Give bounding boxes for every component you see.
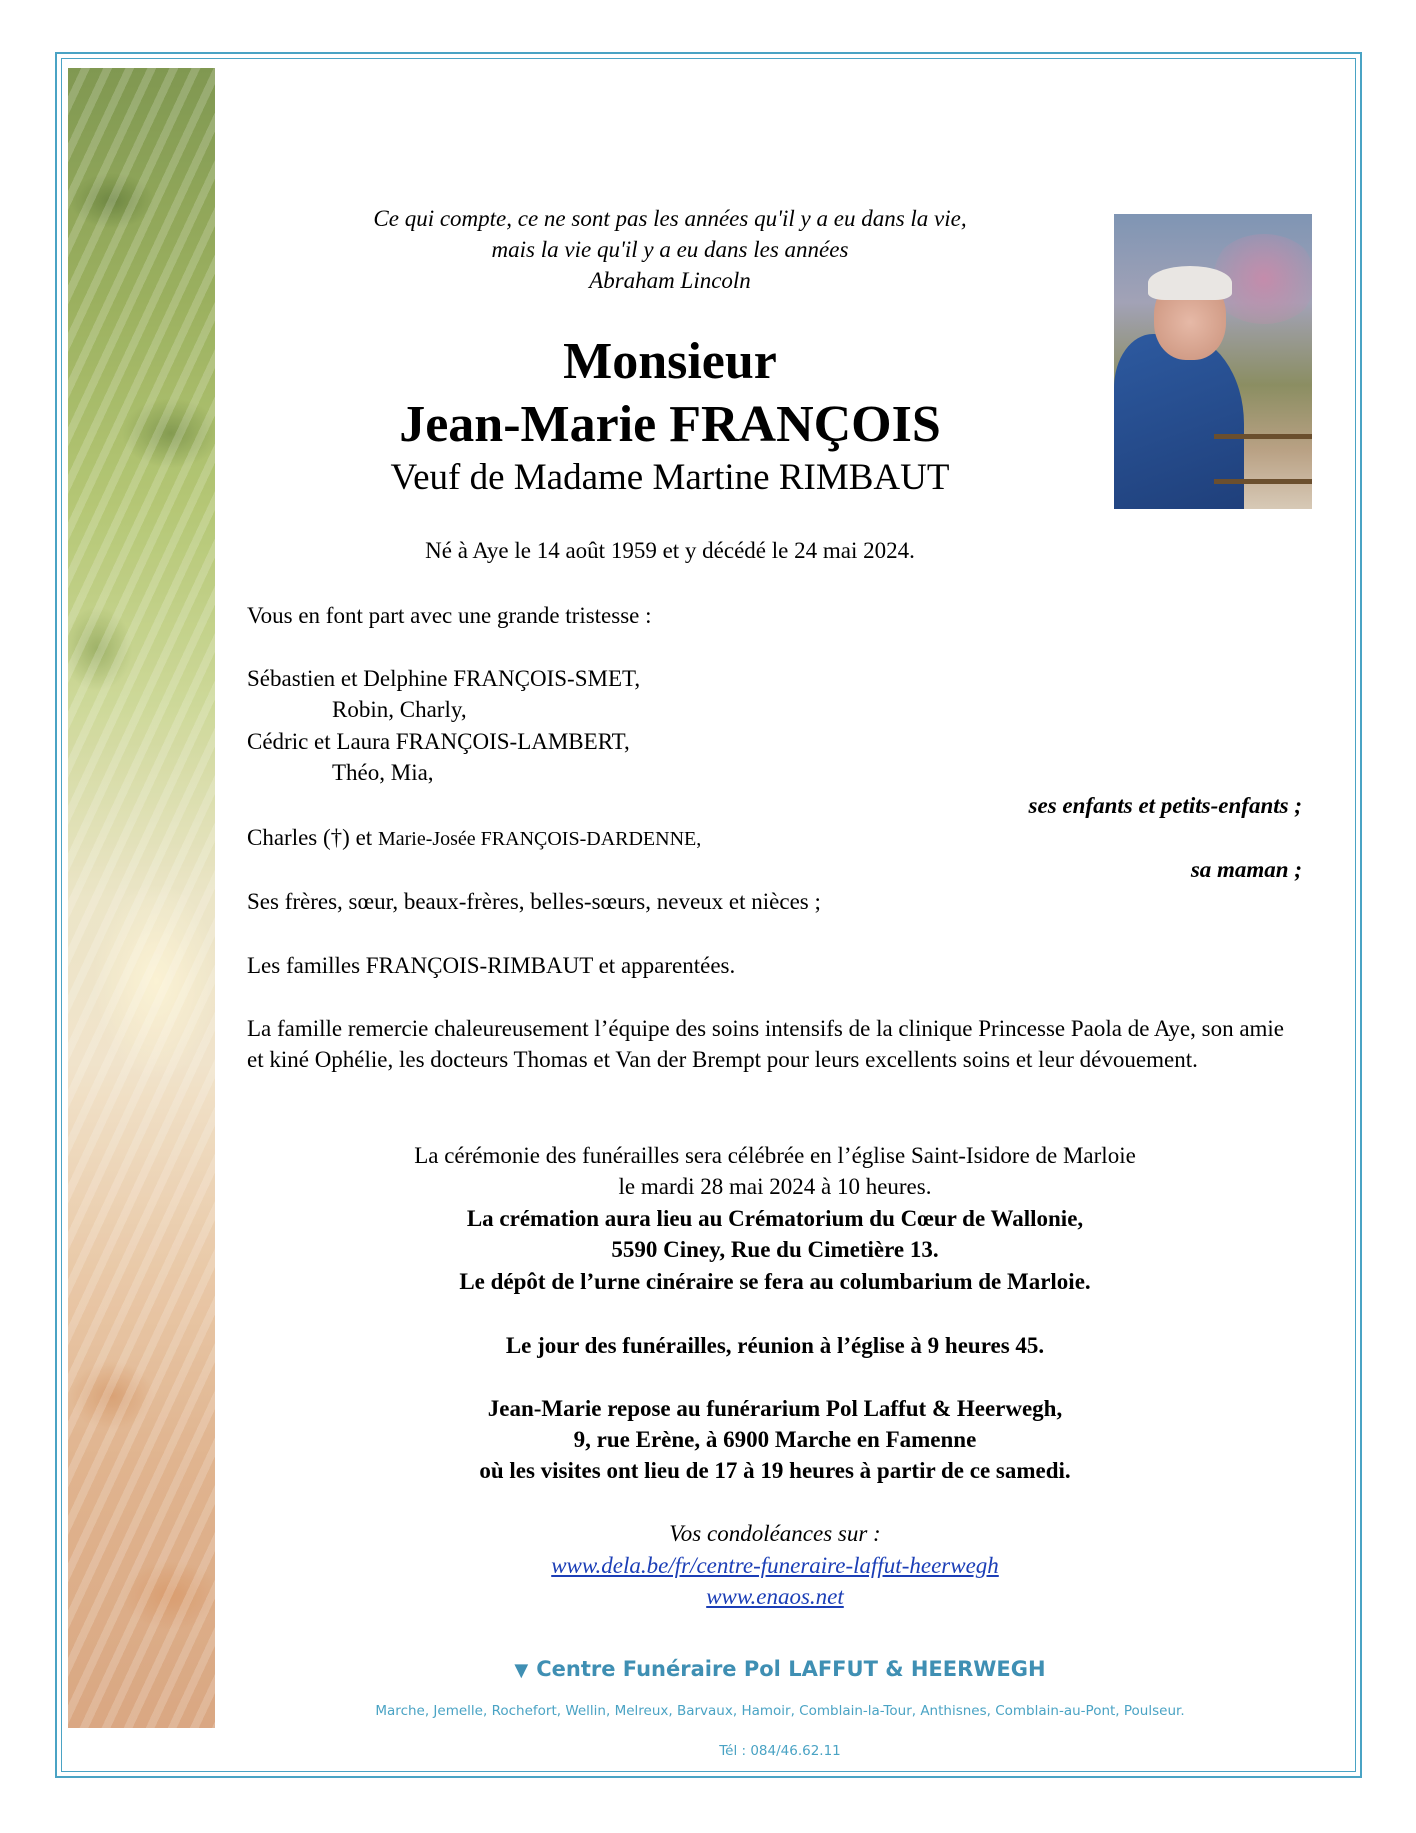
funeral-home-phone: Tél : 084/46.62.11 [719, 1743, 841, 1759]
rest-line-3: où les visites ont lieu de 17 à 19 heures à partir de ce samedi. [479, 1458, 1071, 1483]
meeting-line: Le jour des funérailles, réunion à l’église à 9 heures 45. [505, 1333, 1045, 1358]
children-label: ses enfants et petits-enfants ; [1028, 793, 1302, 818]
family-grandchildren-2: Théo, Mia, [332, 760, 434, 785]
family-grandchildren-1: Robin, Charly, [332, 697, 467, 722]
condolences-link-enaos[interactable]: www.enaos.net [706, 1584, 844, 1609]
funeral-home-title [255, 1657, 1305, 1681]
rest-line-1: Jean-Marie repose au funérarium Pol Laffut & Heerwegh, [487, 1396, 1063, 1421]
announcement-line: Vous en font part avec une grande tristesse : [247, 603, 652, 628]
forest-path-image [68, 68, 215, 1728]
mother-label: sa maman ; [1190, 857, 1302, 882]
deceased-name: Jean-Marie FRANÇOIS [399, 396, 941, 453]
epitaph-quote [255, 203, 1085, 296]
quote-line-1: Ce qui compte, ce ne sont pas les années qu'il y a eu dans la vie, [373, 206, 967, 231]
thanks-paragraph: La famille remercie chaleureusement l’équipe des soins intensifs de la clinique Princesse Paola de Aye, son amie et kiné Ophélie, les docteurs Thomas et Van der Brempt pour leurs excellents soins et leur dévouement. [247, 1016, 1285, 1072]
urn-line: Le dépôt de l’urne cinéraire se fera au columbarium de Marloie. [459, 1269, 1091, 1294]
birth-death-dates: Né à Aye le 14 août 1959 et y décédé le 24 mai 2024. [425, 538, 915, 563]
cremation-line-2: 5590 Ciney, Rue du Cimetière 13. [611, 1237, 939, 1262]
ceremony-line-2: le mardi 28 mai 2024 à 10 heures. [618, 1174, 932, 1199]
ceremony-line-1: La cérémonie des funérailles sera célébrée en l’église Saint-Isidore de Marloie [414, 1143, 1136, 1168]
family-child-1: Sébastien et Delphine FRANÇOIS-SMET, [247, 666, 641, 691]
deceased-spouse: Veuf de Madame Martine RIMBAUT [390, 457, 950, 498]
deceased-salutation: Monsieur [563, 333, 777, 390]
quote-author: Abraham Lincoln [589, 268, 751, 293]
family-siblings: Ses frères, sœur, beaux-frères, belles-sœurs, neveux et nièces ; [247, 889, 821, 914]
quote-line-2: mais la vie qu'il y a eu dans les années [491, 237, 849, 262]
funeral-home-name: Centre Funéraire Pol LAFFUT & HEERWEGH [536, 1657, 1046, 1681]
condolences-link-dela[interactable]: www.dela.be/fr/centre-funeraire-laffut-heerwegh [551, 1553, 999, 1578]
triangle-down-icon: ▼ [514, 1660, 529, 1681]
family-parents [247, 823, 701, 854]
deceased-portrait-photo [1114, 214, 1312, 509]
family-child-2: Cédric et Laura FRANÇOIS-LAMBERT, [247, 729, 630, 754]
cremation-line-1: La crémation aura lieu au Crématorium du Cœur de Wallonie, [466, 1206, 1084, 1231]
condolences-label: Vos condoléances sur : [669, 1521, 881, 1546]
family-parents-first: Charles (†) et [247, 825, 378, 850]
funeral-home-locations: Marche, Jemelle, Rochefort, Wellin, Melreux, Barvaux, Hamoir, Comblain-la-Tour, Anthisnes, Comblain-au-Pont, Poulseur. [375, 1703, 1185, 1719]
family-relatives: Les familles FRANÇOIS-RIMBAUT et apparentées. [247, 953, 736, 978]
family-parents-second: Marie-Josée FRANÇOIS-DARDENNE, [377, 828, 702, 850]
rest-line-2: 9, rue Erène, à 6900 Marche en Famenne [573, 1427, 977, 1452]
